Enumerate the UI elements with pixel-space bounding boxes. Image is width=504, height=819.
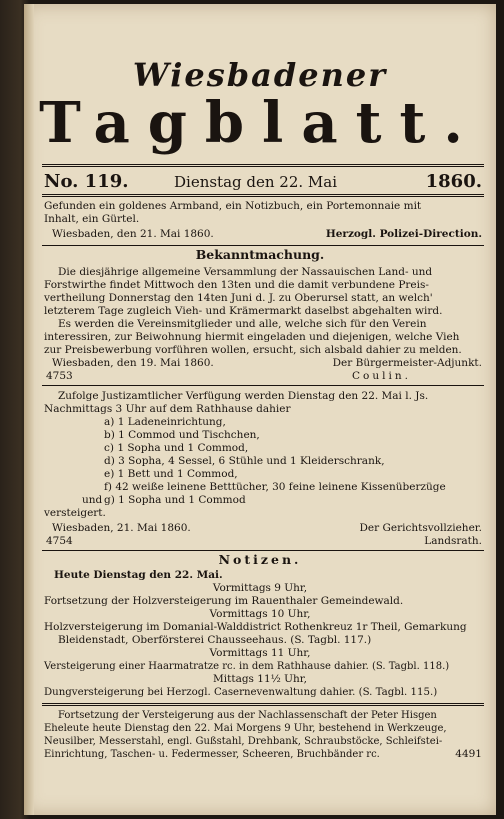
newspaper-page <box>24 4 496 815</box>
bekannt-number: 4753 <box>46 370 73 382</box>
issue-date: Dienstag den 22. Mai <box>174 173 338 191</box>
auction-line-2: Nachmittags 3 Uhr auf dem Rathhause dahier <box>44 403 291 415</box>
notizen-entry: Versteigerung einer Haarmatratze rc. in dem Rathhause dahier. (S. Tagbl. 118.) <box>44 661 450 672</box>
auction-item: a) 1 Ladeneinrichtung, <box>104 416 226 428</box>
auction-item: f) 42 weiße leinene Betttücher, 30 feine leinene Kissenüberzüge <box>104 481 446 493</box>
bekannt-line: interessiren, zur Beiwohnung hiermit eingeladen und diejenigen, welche Vieh <box>44 331 460 343</box>
found-line-2: Inhalt, ein Gürtel. <box>44 213 140 225</box>
notizen-time: Vormittags 9 Uhr, <box>212 582 308 594</box>
notizen-title: Notizen. <box>218 552 302 567</box>
notizen-entry: Bleidenstadt, Oberförsterei Chausseehaus. (S. Tagbl. 117.) <box>58 634 372 646</box>
bekannt-line: Forstwirthe findet Mittwoch den 13ten und die damit verbundene Preis- <box>44 279 429 291</box>
issue-year: 1860. <box>425 171 482 192</box>
rule-below-issue <box>42 194 484 197</box>
notizen-time: Mittags 11½ Uhr, <box>213 673 307 685</box>
final-line: Fortsetzung der Versteigerung aus der Nachlassenschaft der Peter Hisgen <box>58 710 437 721</box>
rule-2 <box>42 385 484 386</box>
auction-und: und <box>82 494 103 506</box>
auction-item: b) 1 Commod und Tischchen, <box>104 429 260 441</box>
auction-line-1: Zufolge Justizamtlicher Verfügung werden Dienstag den 22. Mai l. Js. <box>58 390 429 402</box>
notizen-time: Vormittags 11 Uhr, <box>209 647 311 659</box>
bekannt-signature: Der Bürgermeister-Adjunkt. <box>332 357 482 369</box>
notizen-entry: Dungversteigerung bei Herzogl. Casernevenwaltung dahier. (S. Tagbl. 115.) <box>44 687 438 698</box>
auction-signature-name: Landsrath. <box>424 535 482 547</box>
bekannt-line: Die diesjährige allgemeine Versammlung der Nassauischen Land- und <box>58 266 433 278</box>
auction-signature: Der Gerichtsvollzieher. <box>359 522 482 534</box>
auction-item: c) 1 Sopha und 1 Commod, <box>104 442 249 454</box>
auction-place: Wiesbaden, 21. Mai 1860. <box>52 522 191 534</box>
rule-1 <box>42 245 484 246</box>
notizen-entry: Holzversteigerung im Domanial-Walddistrict Rothenkreuz 1r Theil, Gemarkung <box>44 621 467 633</box>
notizen-entry: Fortsetzung der Holzversteigerung im Rauenthaler Gemeindewald. <box>44 595 404 607</box>
bekannt-line: vertheilung Donnerstag den 14ten Juni d. J. zu Oberursel statt, an welch' <box>44 292 433 304</box>
final-line: Einrichtung, Taschen- u. Federmesser, Scheeren, Bruchbänder rc. <box>44 749 380 760</box>
final-number: 4491 <box>455 748 482 760</box>
auction-item: e) 1 Bett und 1 Commod, <box>104 468 238 480</box>
bekannt-line: zur Preisbewerbung vorführen wollen, ersucht, sich alsbald dahier zu melden. <box>44 344 462 356</box>
bekannt-name: Coulin. <box>352 370 411 382</box>
bekannt-place: Wiesbaden, den 19. Mai 1860. <box>52 357 214 369</box>
notizen-time: Vormittags 10 Uhr, <box>209 608 311 620</box>
auction-item: g) 1 Sopha und 1 Commod <box>104 494 246 506</box>
auction-number: 4754 <box>46 535 73 547</box>
masthead-city: Wiesbadener <box>132 56 388 94</box>
rule-4 <box>42 703 484 706</box>
issue-line <box>44 169 482 193</box>
auction-item: d) 3 Sopha, 4 Sessel, 6 Stühle und 1 Kleiderschrank, <box>104 455 385 467</box>
bekannt-line: Es werden die Vereinsmitglieder und alle, welche sich für den Verein <box>58 318 427 330</box>
notizen-today: Heute Dienstag den 22. Mai. <box>54 569 223 581</box>
rule-3 <box>42 550 484 551</box>
masthead-title: Tagblatt. <box>39 90 481 156</box>
auction-end: versteigert. <box>44 507 106 519</box>
issue-number: No. 119. <box>44 171 129 192</box>
bekanntmachung-title: Bekanntmachung. <box>195 247 325 262</box>
bekannt-line: letzterem Tage zugleich Vieh- und Krämermarkt daselbst abgehalten wird. <box>44 305 443 317</box>
found-place: Wiesbaden, den 21. Mai 1860. <box>52 228 214 240</box>
found-signature: Herzogl. Polizei-Direction. <box>325 228 482 240</box>
final-line: Neusilber, Messerstahl, engl. Gußstahl, Drehbank, Schraubstöcke, Schleifstei- <box>44 736 443 747</box>
final-line: Eheleute heute Dienstag den 22. Mai Morgens 9 Uhr, bestehend in Werkzeuge, <box>44 723 447 734</box>
rule-top <box>42 164 484 167</box>
found-line-1: Gefunden ein goldenes Armband, ein Notizbuch, ein Portemonnaie mit <box>44 200 422 212</box>
